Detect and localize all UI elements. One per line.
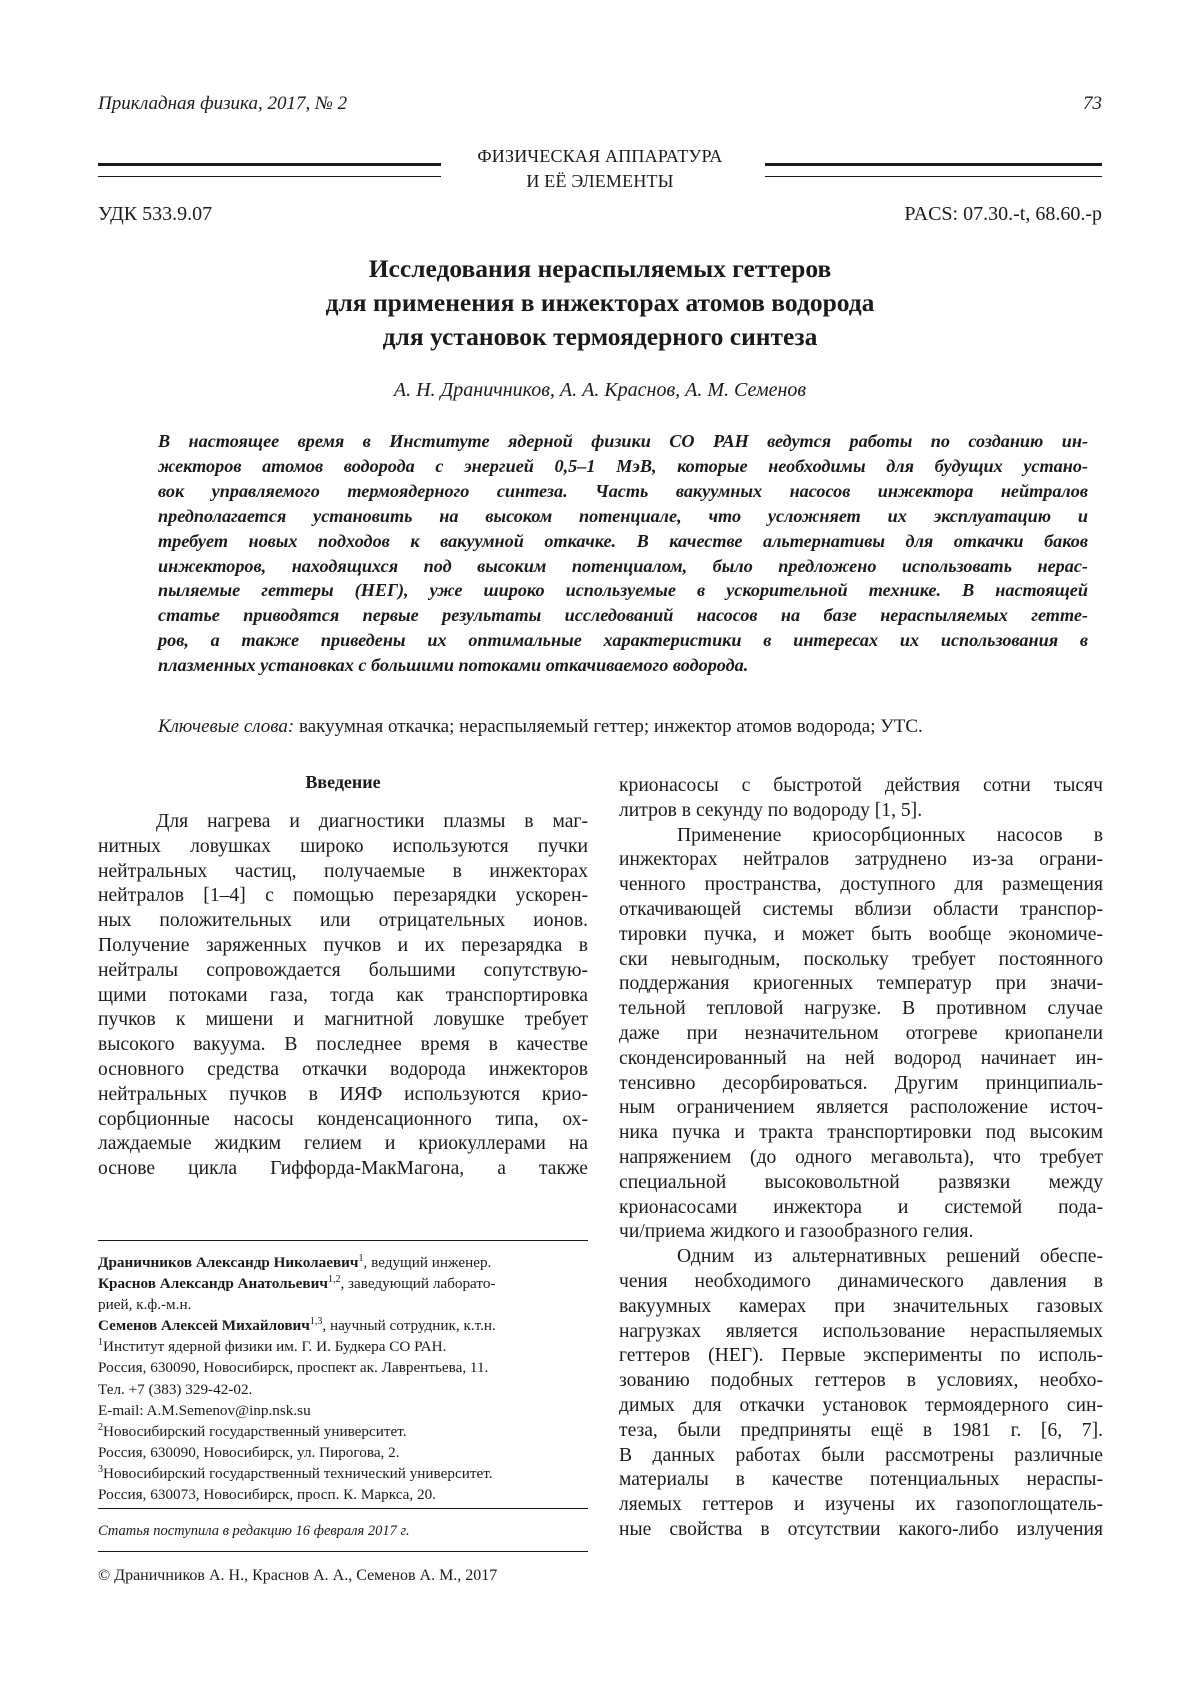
abstract-line: жекторов атомов водорода с энергией 0,5–1 МэВ, которые необходимы для будущих устано- — [158, 455, 1088, 476]
author3-role: , научный сотрудник, к.т.н. — [322, 1317, 496, 1335]
aff3-address: Россия, 630073, Новосибирск, просп. К. Маркса, 20. — [98, 1486, 436, 1504]
text-line: крионасосы с быстротой действия сотни тысяч — [619, 775, 1103, 796]
affiliation-1 — [98, 1336, 588, 1357]
section-rule-left — [98, 163, 441, 177]
text-line: ных положительных или отрицательных ионов. — [98, 910, 588, 932]
text-line: ным ограничением является расположение источ- — [619, 1097, 1103, 1119]
text-line: нагрузках является использование нераспыляемых — [619, 1320, 1103, 1342]
aff2-name: Новосибирский государственный университет. — [103, 1422, 407, 1440]
author2-sup: 1,2 — [327, 1274, 341, 1286]
text-line: ченного пространства, доступного для размещения — [619, 874, 1103, 896]
text-line: ски невыгодным, поскольку требует постоянного — [619, 948, 1103, 970]
pacs-code: PACS: 07.30.-t, 68.60.-p — [904, 203, 1102, 225]
author1-role: , ведущий инженер. — [363, 1254, 492, 1271]
text-line: напряжением (до одного мегавольта), что требует — [619, 1146, 1103, 1168]
abstract-line: ров, а также приведены их оптимальные характеристики в интересах их использования в — [158, 630, 1088, 651]
journal-header: Прикладная физика, 2017, № 2 — [98, 93, 348, 114]
text-line: Применение криосорбционных насосов в — [677, 824, 1103, 846]
text-line: литров в секунду по водороду [1, 5]. — [619, 799, 923, 821]
paper-title — [150, 252, 1050, 354]
author-footnotes — [98, 1252, 588, 1505]
title-line2: для применения в инжекторах атомов водорода — [325, 288, 875, 317]
intro-heading: Введение — [305, 772, 381, 792]
section-heading-line2: И ЕЁ ЭЛЕМЕНТЫ — [526, 171, 674, 191]
text-line: щими потоками газа, тогда как транспортировка — [98, 984, 588, 1006]
text-line: тировки пучка, и может быть вообще экономиче- — [619, 923, 1103, 945]
footnote-rule-bottom — [98, 1551, 588, 1552]
abstract-line: пыляемые геттеры (НЕГ), уже широко используемые в ускорительной технике. В настоящей — [158, 580, 1088, 601]
section-heading — [455, 144, 745, 194]
author3-sup: 1,3 — [309, 1316, 323, 1328]
text-line: основного средства откачки водорода инжекторов — [98, 1058, 588, 1080]
text-line: чения необходимого динамического давления в — [619, 1270, 1103, 1292]
aff1-address: Россия, 630090, Новосибирск, проспект ак. Лаврентьева, 11. — [98, 1359, 489, 1377]
keywords-text: вакуумная откачка; нераспыляемый геттер; инжектор атомов водорода; УТС. — [299, 716, 923, 737]
text-line: основе цикла Гиффорда-МакМагона, а также — [98, 1158, 588, 1180]
left-column-text — [98, 810, 588, 1182]
keywords — [158, 716, 1088, 738]
text-line: тенсивно десорбироваться. Другим принципиаль- — [619, 1072, 1103, 1094]
text-line: Одним из альтернативных решений обеспе- — [677, 1246, 1103, 1268]
footnote-author3 — [98, 1315, 588, 1336]
aff1-email: E-mail: A.M.Semenov@inp.nsk.su — [98, 1401, 311, 1419]
text-line: высокого вакуума. В последнее время в качестве — [98, 1034, 588, 1056]
text-line: специальной высоковольтной развязки между — [619, 1171, 1103, 1193]
abstract-line: статье приводятся первые результаты исследований насосов на базе нераспыляемых гетте- — [158, 605, 1088, 626]
aff2-sup: 2 — [98, 1421, 103, 1433]
title-line3: для установок термоядерного синтеза — [382, 322, 818, 351]
text-line: даже при незначительном отогреве криопанели — [619, 1022, 1103, 1044]
text-line: ляемых геттеров и изучены их газопоглощатель- — [619, 1494, 1103, 1516]
aff3-sup: 3 — [98, 1463, 103, 1475]
footnote-rule-top — [98, 1240, 588, 1241]
aff1-phone: Тел. +7 (383) 329-42-02. — [98, 1380, 253, 1398]
text-line: нейтралов [1–4] с помощью перезарядки ускорен- — [98, 885, 588, 907]
aff3-name: Новосибирский государственный технический университет. — [103, 1464, 493, 1482]
abstract-line: плазменных установках с большими потоками откачиваемого водорода. — [158, 655, 749, 676]
abstract-line: предполагается установить на высоком потенциале, что усложняет их эксплуатацию и — [158, 505, 1088, 526]
author1-sup: 1 — [358, 1253, 364, 1264]
text-line: сорбционные насосы конденсационного типа, ох- — [98, 1108, 588, 1130]
footnote-author1 — [98, 1252, 588, 1273]
text-line: Для нагрева и диагностики плазмы в маг- — [156, 811, 588, 832]
text-line: инжекторах нейтралов затруднено из-за ограни- — [619, 849, 1103, 871]
text-line: пучков к мишени и магнитной ловушке требует — [98, 1009, 588, 1031]
text-line: сконденсированный на ней водород начинает ин- — [619, 1047, 1103, 1069]
text-line: зованию подобных геттеров в условиях, необхо- — [619, 1370, 1103, 1392]
udk-code: УДК 533.9.07 — [98, 203, 213, 225]
text-line: откачивающей системы вблизи области транспор- — [619, 898, 1103, 920]
text-line: ника пучка и тракта транспортировки под высоким — [619, 1122, 1103, 1144]
author1-name: Драничников Александр Николаевич — [98, 1254, 359, 1271]
text-line: нитных ловушках широко используются пучки — [98, 835, 588, 857]
text-line: вакуумных камерах при значительных газовых — [619, 1295, 1103, 1317]
section-heading-line1: ФИЗИЧЕСКАЯ АППАРАТУРА — [477, 146, 723, 166]
affiliation-3 — [98, 1463, 588, 1484]
text-line: ные свойства в отсутствии какого-либо излучения — [619, 1518, 1103, 1540]
authors: А. Н. Драничников, А. А. Краснов, А. М. Семенов — [393, 379, 807, 401]
aff2-address: Россия, 630090, Новосибирск, ул. Пирогова, 2. — [98, 1443, 400, 1461]
text-line: материалы в качестве потенциальных нераспы- — [619, 1469, 1103, 1491]
section-rule-right — [765, 163, 1102, 177]
aff1-sup: 1 — [98, 1337, 103, 1349]
text-line: нейтральных пучков в ИЯФ используются крио- — [98, 1083, 588, 1105]
abstract-line: В настоящее время в Институте ядерной физики СО РАН ведутся работы по созданию ин- — [158, 431, 1088, 451]
text-line: В данных работах были рассмотрены различные — [619, 1444, 1103, 1466]
text-line: тельной тепловой нагрузке. В противном случае — [619, 998, 1103, 1020]
abstract-line: инжекторов, находящихся под высоким потенциалом, было предложено использовать нерас- — [158, 555, 1088, 576]
text-line: Получение заряженных пучков и их перезарядка в — [98, 934, 588, 956]
text-line: нейтралы сопровождается большими сопутствую- — [98, 959, 588, 981]
aff1-name: Институт ядерной физики им. Г. И. Будкера СО РАН. — [103, 1338, 447, 1356]
abstract-line: вок управляемого термоядерного синтеза. Часть вакуумных насосов инжектора нейтралов — [158, 480, 1088, 501]
text-line: нейтральных частиц, получаемые в инжекторах — [98, 860, 588, 882]
copyright: © Драничников А. Н., Краснов А. А., Семенов А. М., 2017 — [98, 1567, 498, 1584]
text-line: чи/приема жидкого и газообразного гелия. — [619, 1221, 974, 1243]
title-line1: Исследования нераспыляемых геттеров — [368, 254, 832, 283]
abstract-line: требует новых подходов к вакуумной откачке. В качестве альтернативы для откачки баков — [158, 530, 1088, 551]
author2-role-cont: рией, к.ф.-м.н. — [98, 1296, 192, 1314]
text-line: лаждаемые жидким гелием и криокуллерами на — [98, 1133, 588, 1155]
author2-role: , заведующий лаборато- — [340, 1275, 496, 1293]
text-line: геттеров (НЕГ). Первые эксперименты по исполь- — [619, 1345, 1103, 1367]
keywords-label: Ключевые слова: — [158, 716, 295, 737]
affiliation-2 — [98, 1421, 588, 1442]
abstract — [158, 429, 1088, 678]
footnote-author2 — [98, 1273, 588, 1294]
page-number: 73 — [1083, 93, 1102, 114]
text-line: теза, были предприняты ещё в 1981 г. [6, 7]. — [619, 1419, 1103, 1441]
text-line: крионасосами инжектора и системой пода- — [619, 1196, 1103, 1218]
received-date: Статья поступила в редакцию 16 февраля 2017 г. — [98, 1523, 410, 1539]
text-line: поддержания криогенных температур при значи- — [619, 973, 1103, 995]
author3-name: Семенов Алексей Михайлович — [98, 1317, 310, 1335]
footnote-rule-mid — [98, 1508, 588, 1509]
author2-name: Краснов Александр Анатольевич — [98, 1275, 328, 1293]
right-column-text — [619, 774, 1103, 1543]
text-line: димых для откачки установок термоядерного син- — [619, 1394, 1103, 1416]
